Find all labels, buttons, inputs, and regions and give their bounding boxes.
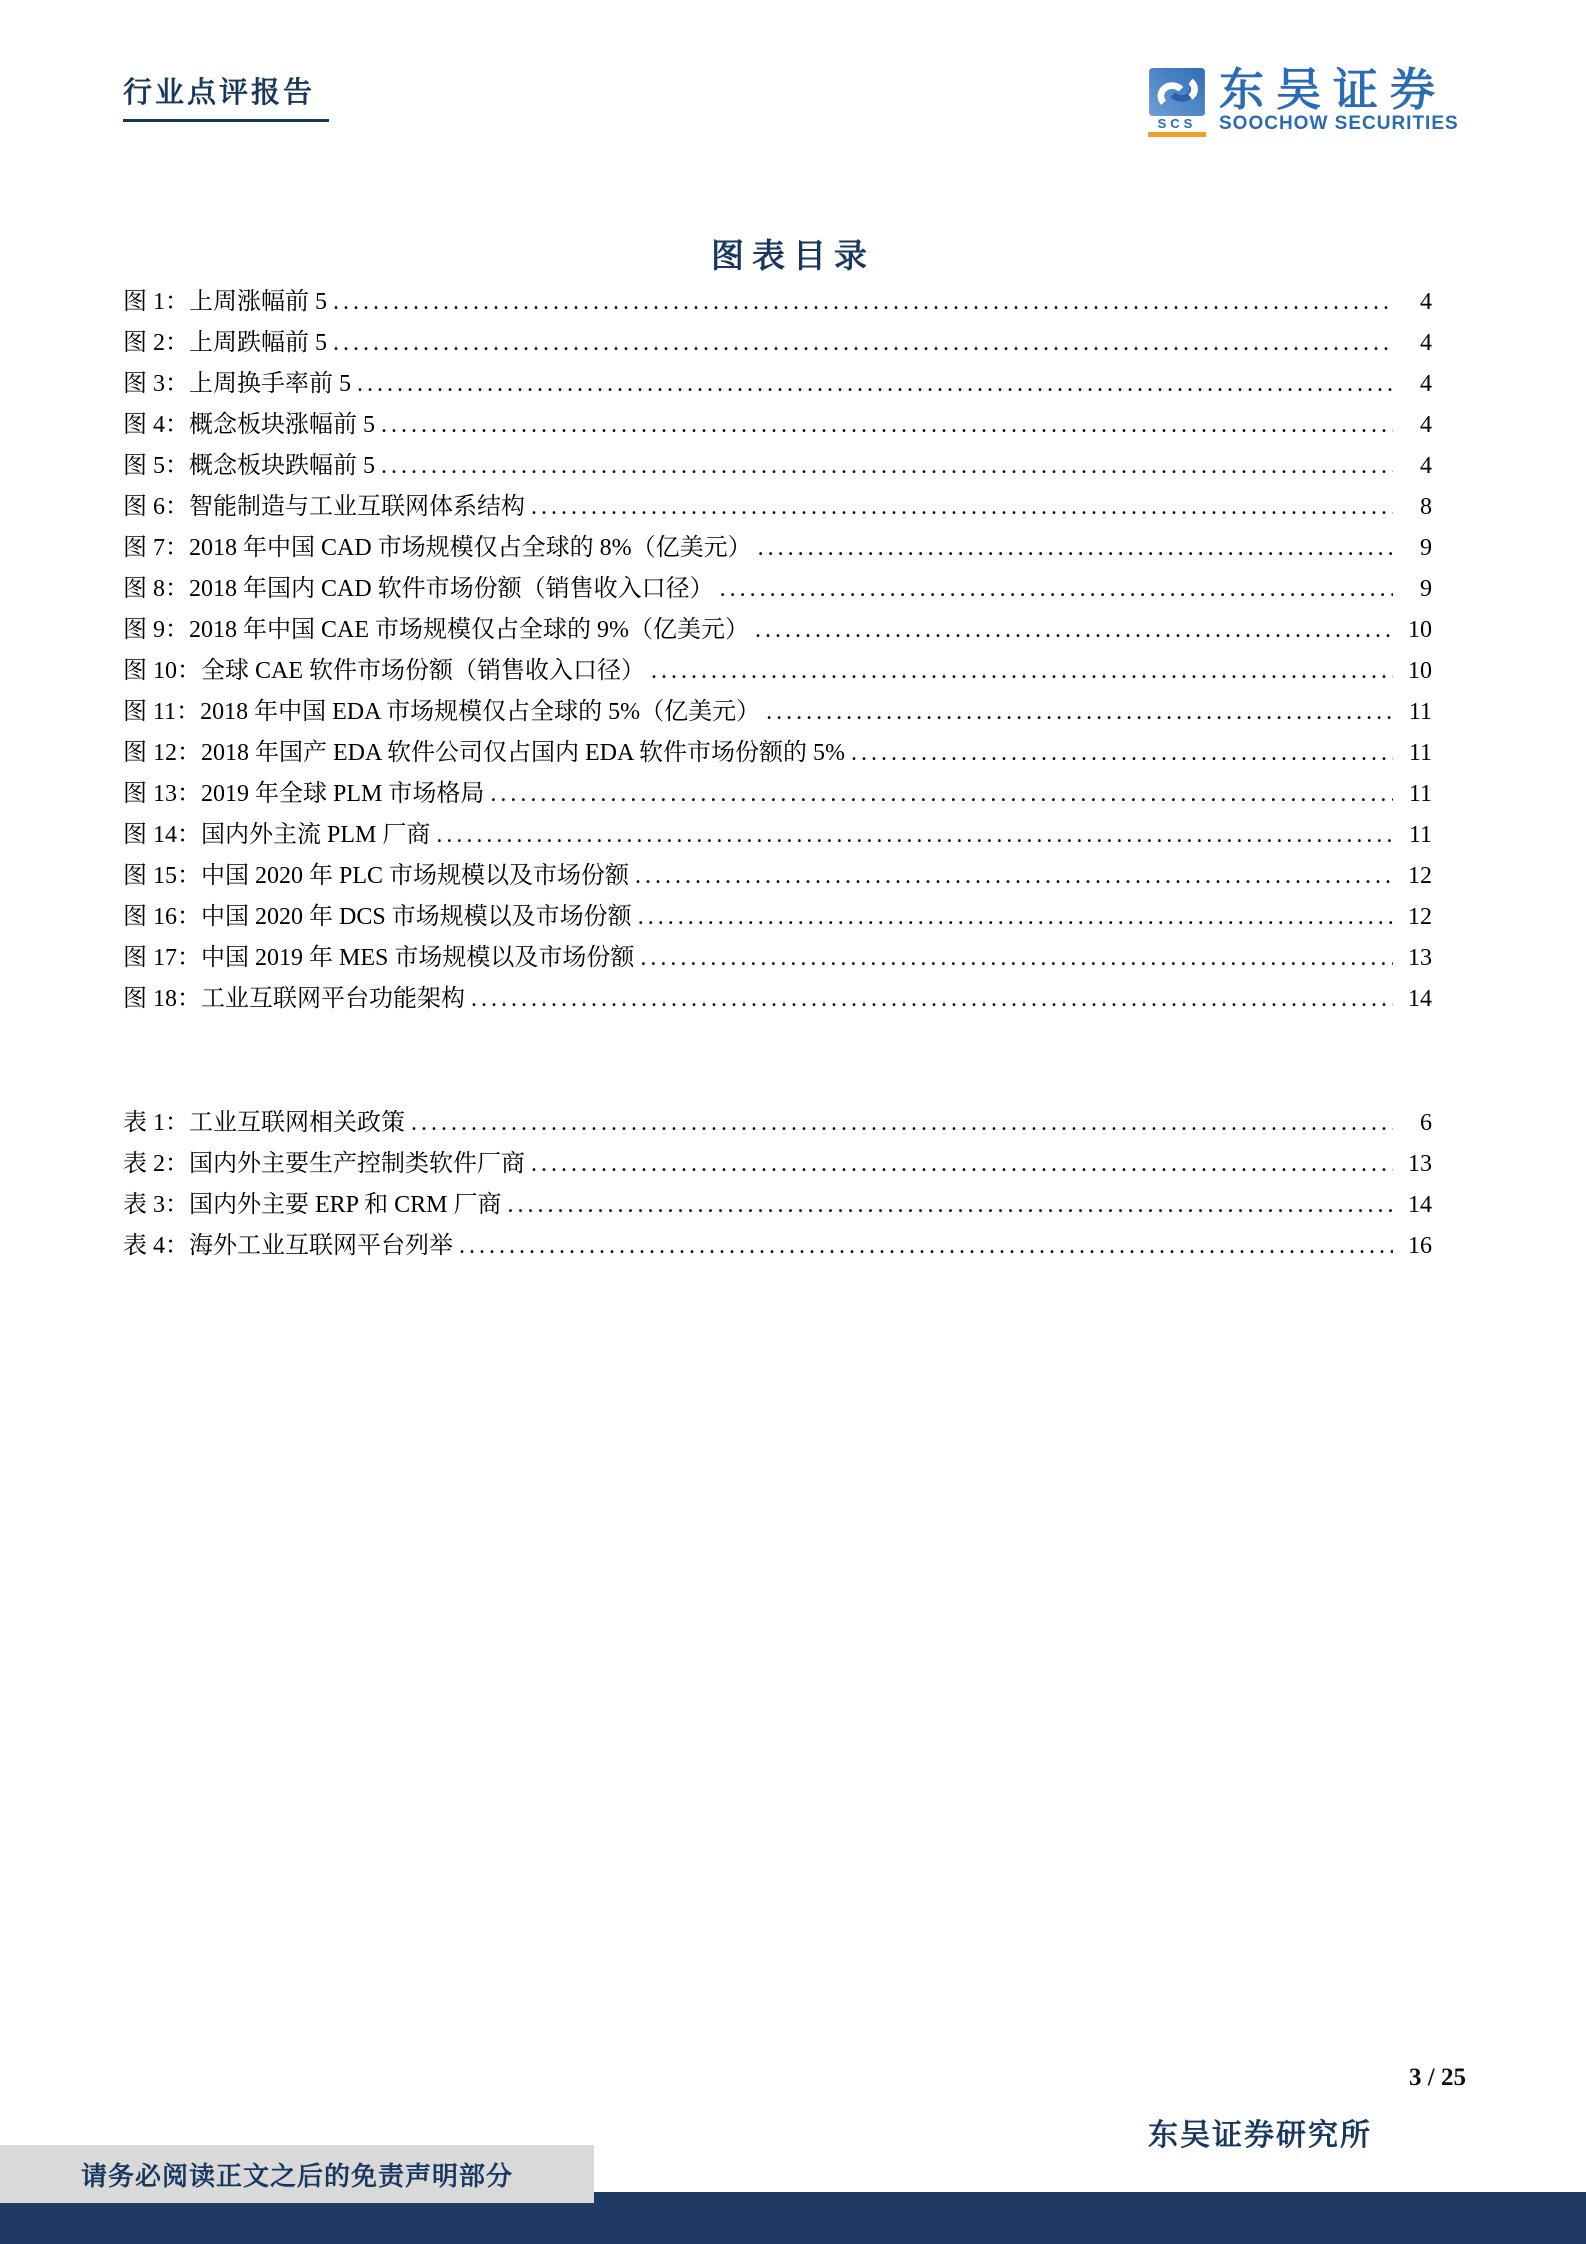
figure-toc-entry [123,651,1432,692]
report-type-label: 行业点评报告 [123,70,329,122]
logo-scs-text: SCS [1157,116,1197,131]
disclaimer-text: 请务必阅读正文之后的免责声明部分 [80,2161,513,2191]
figure-toc-entry [123,364,1432,405]
figure-entry-label: 图 7： [123,535,189,561]
toc-leader-dots [651,651,1393,692]
figure-entry-label: 图 6： [123,494,189,520]
figure-entry-label: 图 3： [123,371,189,397]
figure-entry-page: 11 [1408,740,1432,766]
toc-leader-dots [490,774,1393,815]
figure-entry-title: 智能制造与工业互联网体系结构 [189,494,525,520]
soochow-logo-icon [1149,68,1205,116]
figure-toc-entry [123,569,1432,610]
table-entry-title: 国内外主要生产控制类软件厂商 [189,1151,525,1177]
figure-entry-label: 图 8： [123,576,189,602]
figure-entry-label: 图 10： [123,658,201,684]
toc-leader-dots [333,323,1393,364]
figure-entry-page: 4 [1420,289,1432,315]
figure-entry-title: 概念板块跌幅前 5 [189,453,375,479]
figure-entry-title: 2018 年中国 CAE 市场规模仅占全球的 9%（亿美元） [189,617,749,643]
figure-toc-entry [123,692,1432,733]
table-entry-page: 13 [1408,1151,1432,1177]
figure-toc-entry [123,323,1432,364]
figure-entry-title: 2019 年全球 PLM 市场格局 [201,781,485,807]
figure-toc-entry [123,979,1432,1020]
figure-toc-entry [123,733,1432,774]
figure-toc-entry [123,856,1432,897]
table-entry-page: 6 [1420,1110,1432,1136]
figure-entry-page: 14 [1408,986,1432,1012]
figure-entry-page: 4 [1420,371,1432,397]
figure-toc-entry [123,405,1432,446]
toc-leader-dots [640,938,1393,979]
table-entry-label: 表 4： [123,1233,189,1259]
figure-toc-entry [123,446,1432,487]
figure-entry-label: 图 2： [123,330,189,356]
figure-toc-entry [123,938,1432,979]
toc-leader-dots [381,446,1393,487]
figure-entry-page: 9 [1420,535,1432,561]
logo-orange-underline [1148,132,1206,137]
figure-entry-page: 10 [1408,658,1432,684]
toc-leader-dots [471,979,1393,1020]
table-toc-entry [123,1103,1432,1144]
toc-leader-dots [357,364,1393,405]
toc-leader-dots [720,569,1393,610]
figure-toc-entry [123,528,1432,569]
figure-toc-entry [123,815,1432,856]
toc-leader-dots [411,1103,1393,1144]
brand-name-chinese: 东吴证券 [1219,64,1448,115]
figure-entry-title: 2018 年中国 EDA 市场规模仅占全球的 5%（亿美元） [200,699,761,725]
figure-entry-title: 上周跌幅前 5 [189,330,327,356]
figure-entry-page: 11 [1408,822,1432,848]
figure-entry-page: 4 [1420,330,1432,356]
figure-entry-label: 图 13： [123,781,201,807]
figure-entry-title: 2018 年国产 EDA 软件公司仅占国内 EDA 软件市场份额的 5% [201,740,845,766]
table-entry-label: 表 2： [123,1151,189,1177]
toc-leader-dots [381,405,1393,446]
table-toc-entry [123,1144,1432,1185]
figure-entry-page: 4 [1420,412,1432,438]
figure-entry-page: 11 [1408,781,1432,807]
figure-toc-entry [123,610,1432,651]
toc-leader-dots [851,733,1393,774]
figure-entry-page: 10 [1408,617,1432,643]
figure-entry-title: 工业互联网平台功能架构 [201,986,465,1012]
figure-entry-label: 图 14： [123,822,201,848]
figure-entry-label: 图 15： [123,863,201,889]
figure-entry-label: 图 17： [123,945,201,971]
table-entry-title: 海外工业互联网平台列举 [189,1233,453,1259]
figure-entry-page: 9 [1420,576,1432,602]
figure-toc-entry [123,282,1432,323]
tables-toc-list [123,1103,1432,1267]
figure-entry-title: 全球 CAE 软件市场份额（销售收入口径） [201,658,645,684]
table-entry-title: 国内外主要 ERP 和 CRM 厂商 [189,1192,502,1218]
figure-entry-page: 13 [1408,945,1432,971]
figures-toc-list [123,282,1432,1020]
toc-leader-dots [755,610,1393,651]
table-entry-title: 工业互联网相关政策 [189,1110,405,1136]
table-entry-label: 表 3： [123,1192,189,1218]
figure-entry-title: 2018 年国内 CAD 软件市场份额（销售收入口径） [189,576,714,602]
toc-leader-dots [758,528,1393,569]
toc-leader-dots [638,897,1393,938]
figure-entry-title: 上周涨幅前 5 [189,289,327,315]
table-entry-page: 16 [1408,1233,1432,1259]
toc-leader-dots [507,1185,1393,1226]
figure-toc-entry [123,774,1432,815]
figure-entry-label: 图 16： [123,904,201,930]
figure-entry-title: 中国 2020 年 PLC 市场规模以及市场份额 [201,863,630,889]
disclaimer-banner [0,2145,594,2203]
toc-leader-dots [766,692,1393,733]
table-entry-page: 14 [1408,1192,1432,1218]
soochow-securities-logo [1148,64,1459,137]
logo-brand-block [1219,64,1459,134]
table-toc-entry [123,1185,1432,1226]
logo-icon-block [1148,68,1206,137]
figure-entry-title: 中国 2019 年 MES 市场规模以及市场份额 [201,945,635,971]
table-entry-label: 表 1： [123,1110,189,1136]
toc-leader-dots [531,1144,1393,1185]
figure-entry-title: 国内外主流 PLM 厂商 [201,822,431,848]
page-number: 3 / 25 [1409,2064,1466,2091]
toc-leader-dots [436,815,1393,856]
toc-leader-dots [459,1226,1393,1267]
figure-entry-title: 中国 2020 年 DCS 市场规模以及市场份额 [201,904,632,930]
figure-entry-page: 4 [1420,453,1432,479]
figure-entry-label: 图 4： [123,412,189,438]
figure-entry-label: 图 9： [123,617,189,643]
figure-entry-title: 2018 年中国 CAD 市场规模仅占全球的 8%（亿美元） [189,535,752,561]
figure-entry-page: 12 [1408,863,1432,889]
toc-leader-dots [531,487,1393,528]
toc-leader-dots [333,282,1393,323]
brand-name-english: SOOCHOW SECURITIES [1219,113,1459,134]
research-institute-label: 东吴证券研究所 [1148,2119,1372,2152]
figure-entry-label: 图 1： [123,289,189,315]
figure-entry-label: 图 12： [123,740,201,766]
figure-toc-entry [123,487,1432,528]
toc-title: 图表目录 [711,239,875,275]
figure-entry-page: 8 [1420,494,1432,520]
figure-entry-label: 图 18： [123,986,201,1012]
toc-leader-dots [635,856,1393,897]
figure-entry-label: 图 11： [123,699,201,725]
figure-entry-label: 图 5： [123,453,189,479]
figure-entry-page: 11 [1408,699,1432,725]
figure-entry-page: 12 [1408,904,1432,930]
table-toc-entry [123,1226,1432,1267]
figure-entry-title: 概念板块涨幅前 5 [189,412,375,438]
figure-entry-title: 上周换手率前 5 [189,371,351,397]
figure-toc-entry [123,897,1432,938]
